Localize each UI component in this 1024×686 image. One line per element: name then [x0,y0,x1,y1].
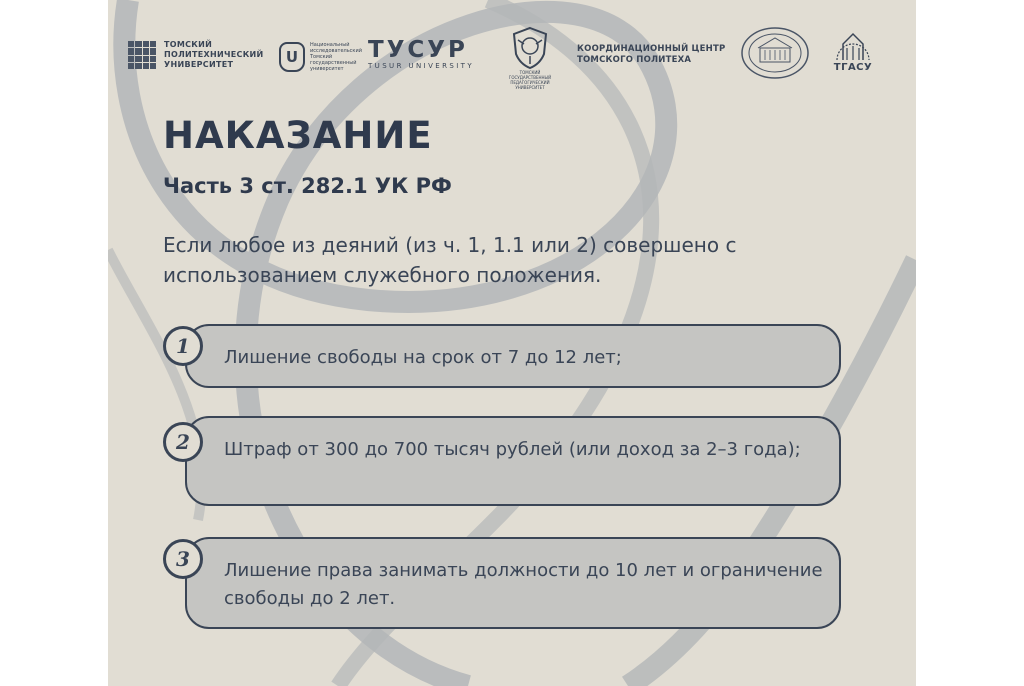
slide-title: НАКАЗАНИЕ [163,114,433,157]
penalty-text: Лишение свободы на срок от 7 до 12 лет; [224,347,622,368]
tpu-grid-icon [128,41,156,69]
university-building-seal-icon [740,26,810,80]
slide [108,0,916,686]
penalty-text: Лишение права занимать должности до 10 лет и ограничение свободы до 2 лет. [224,560,823,609]
eagle-crest-icon [510,26,550,70]
penalty-pill [185,537,841,629]
penalty-item-2 [163,416,843,506]
coordination-center-logo [577,44,725,66]
penalty-pill [185,324,841,388]
tgasu-name: ТГАСУ [833,62,873,73]
tusur-logo [368,38,474,70]
tspu-caption: ТОМСКИЙ ГОСУДАРСТВЕННЫЙ ПЕДАГОГИЧЕСКИЙ УНИВЕРСИТЕТ [508,70,552,90]
tsu-name: Национальный исследовательский Томский государственный университет [310,42,362,72]
slide-subtitle: Часть 3 ст. 282.1 УК РФ [163,174,452,198]
number-badge: 1 [163,326,203,366]
tusur-subtitle: TUSUR UNIVERSITY [368,62,475,70]
penalty-pill [185,416,841,506]
partner-logos-bar [108,24,916,88]
penalty-text: Штраф от 300 до 700 тысяч рублей (или доход за 2–3 года); [224,439,801,460]
tsu-logo [279,42,362,72]
tpu-logo [128,40,264,70]
pedagogical-university-seal [740,26,810,80]
tsu-u-icon: U [279,42,305,72]
tgasu-logo [833,26,873,73]
penalty-item-1 [163,324,843,388]
coordination-center-name: КООРДИНАЦИОННЫЙ ЦЕНТР ТОМСКОГО ПОЛИТЕХА [577,44,726,65]
tusur-title: ТУСУР [368,37,468,63]
tpu-name: ТОМСКИЙ ПОЛИТЕХНИЧЕСКИЙ УНИВЕРСИТЕТ [164,40,264,69]
tspu-crest-logo [506,26,554,90]
tgasu-arch-icon [833,26,873,62]
penalty-item-3 [163,537,843,629]
number-badge: 3 [163,539,203,579]
number-badge: 2 [163,422,203,462]
intro-text: Если любое из деяний (из ч. 1, 1.1 или 2) совершено с использованием служебного положения. [163,233,737,287]
